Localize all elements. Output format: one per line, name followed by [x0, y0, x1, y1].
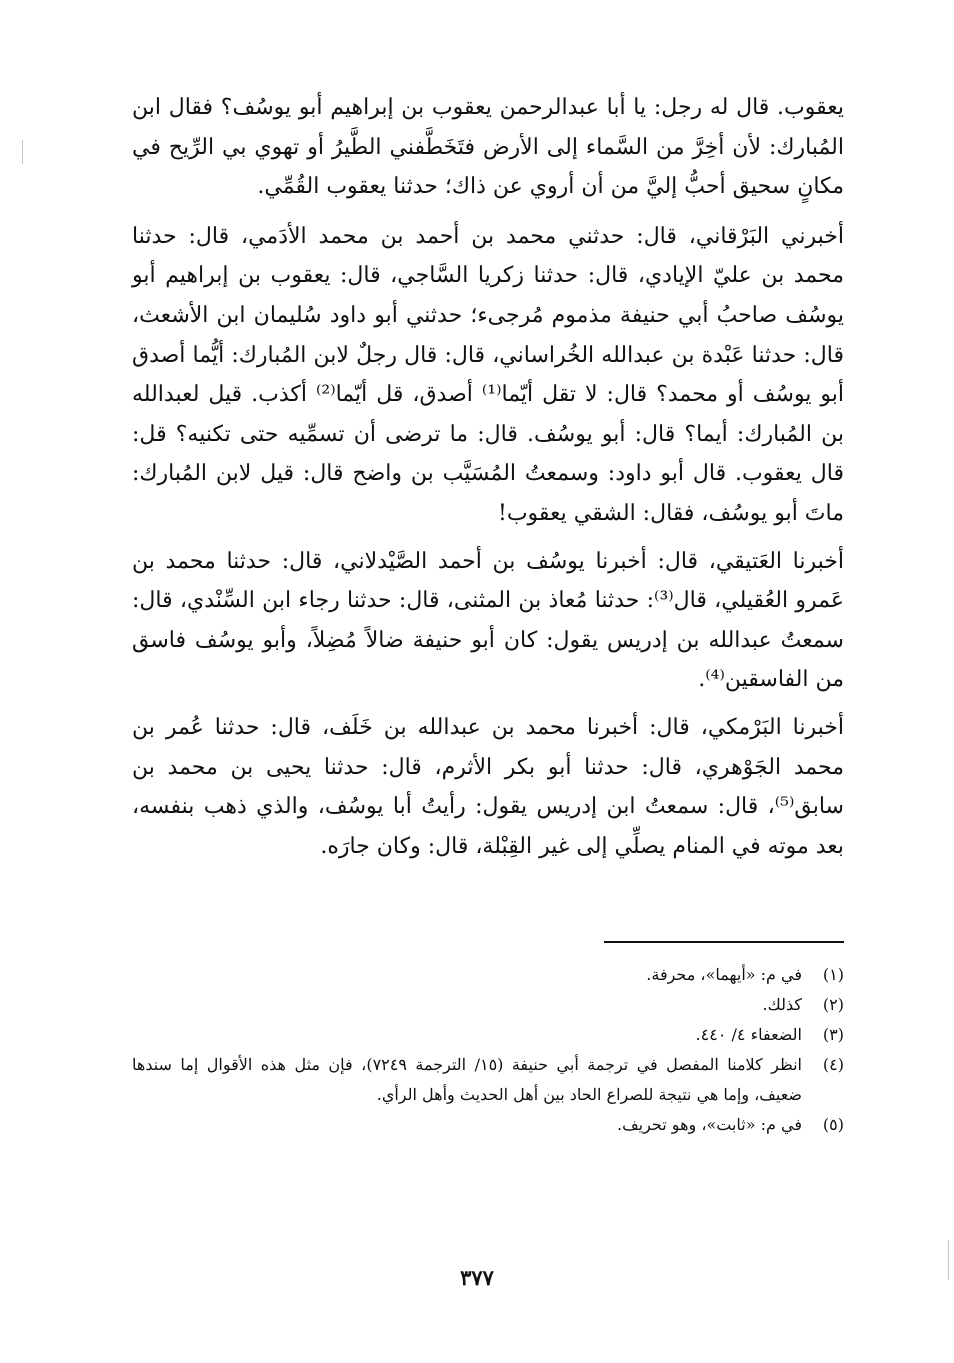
scan-edge-mark-right: [948, 1240, 949, 1280]
footnotes-block: [132, 960, 844, 1140]
footnote-5: [132, 1110, 844, 1140]
footnote-text: الضعفاء ٤/ ٤٤٠.: [695, 1025, 802, 1044]
paragraph-2: أخبرني البَرْقاني، قال: حدثني محمد بن أحمد بن محمد الأدَمي، قال: حدثنا محمد بن عليّ الإيادي، قال: حدثنا زكريا السَّاجي، قال: يعقوب بن إبراهيم أبو يوسُف صاحبُ أبي حنيفة مذموم مُرجىء؛ حدثني أبو داود سُليمان ابن الأشعث، قال: حدثنا عَبْدة بن عبدالله الخُراساني، قال: قال رجلٌ لابن المُبارك: أيُّما أصدق أبو يوسُف أو محمد؟ قال: لا تقل أيّما⁽¹⁾ أصدق، قل أيّما⁽²⁾ أكذب. قيل لعبدالله بن المُبارك: أيما؟ قال: أبو يوسُف. قال: ما ترضى أن تسمِّيه حتى تكنيه؟ قل: قال يعقوب. قال أبو داود: وسمعتُ المُسَيَّب بن واضح قال: قيل لابن المُبارك: ماتَ أبو يوسُف، فقال: الشقي يعقوب!: [132, 223, 844, 526]
footnote-separator-line: [604, 941, 844, 943]
footnote-text: في م: «أيهما»، محرفة.: [646, 965, 802, 984]
footnote-2: [132, 990, 844, 1020]
footnote-number: (٥): [822, 1115, 844, 1134]
footnote-text: انظر كلامنا المفصل في ترجمة أبي حنيفة (١٥/ الترجمة ٧٢٤٩)، فإن مثل هذه الأقوال إما سندها ضعيف، وإما هي نتيجة للصراع الحاد بين أهل الحديث وأهل الرأي.: [132, 1055, 803, 1104]
footnote-4: [132, 1050, 844, 1110]
footnote-3: [132, 1020, 844, 1050]
paragraph-3: أخبرنا العَتيقي، قال: أخبرنا يوسُف بن أحمد الصَّيْدلاني، قال: حدثنا محمد بن عَمرو العُقيلي، قال⁽³⁾: حدثنا مُعاذ بن المثنى، قال: حدثنا رجاء ابن السِّنْدي، قال: سمعتُ عبدالله بن إدريس يقول: كان أبو حنيفة ضالاً مُضِلاً، وأبو يوسُف فاسق من الفاسقين⁽⁴⁾.: [132, 548, 844, 693]
page-number: ٣٧٧: [460, 1265, 494, 1290]
footnote-number: (٢): [822, 995, 844, 1014]
footnote-number: (١): [822, 965, 844, 984]
main-text-block: [132, 88, 844, 874]
footnote-number: (٣): [822, 1025, 844, 1044]
scan-edge-mark-left: [22, 140, 23, 164]
footnote-text: كذلك.: [762, 995, 802, 1014]
paragraph-4: أخبرنا البَرْمكي، قال: أخبرنا محمد بن عبدالله بن خَلَف، قال: حدثنا عُمر بن محمد الجَوْهري، قال: حدثنا أبو بكر الأثرم، قال: حدثنا يحيى بن محمد بن سابق⁽⁵⁾، قال: سمعتُ ابن إدريس يقول: رأيتُ أبا يوسُف، والذي ذهب بنفسه، بعد موته في المنام يصلِّي إلى غير القِبْلة، قال: وكان جارَه.: [132, 714, 844, 859]
footnote-text: في م: «ثابت»، وهو تحريف.: [617, 1115, 802, 1134]
paragraph-1: يعقوب. قال له رجل: يا أبا عبدالرحمن يعقوب بن إبراهيم أبو يوسُف؟ فقال ابن المُبارك: لأن أخِرَّ من السَّماء إلى الأرض فتَخَطَّفني الطَّيرُ أو تهوي بي الرِّيح في مكانٍ سحيق أحبُّ إليَّ من أن أروي عن ذاك؛ حدثنا يعقوب القُمِّي.: [132, 95, 844, 200]
footnote-1: [132, 960, 844, 990]
footnote-number: (٤): [822, 1055, 844, 1074]
